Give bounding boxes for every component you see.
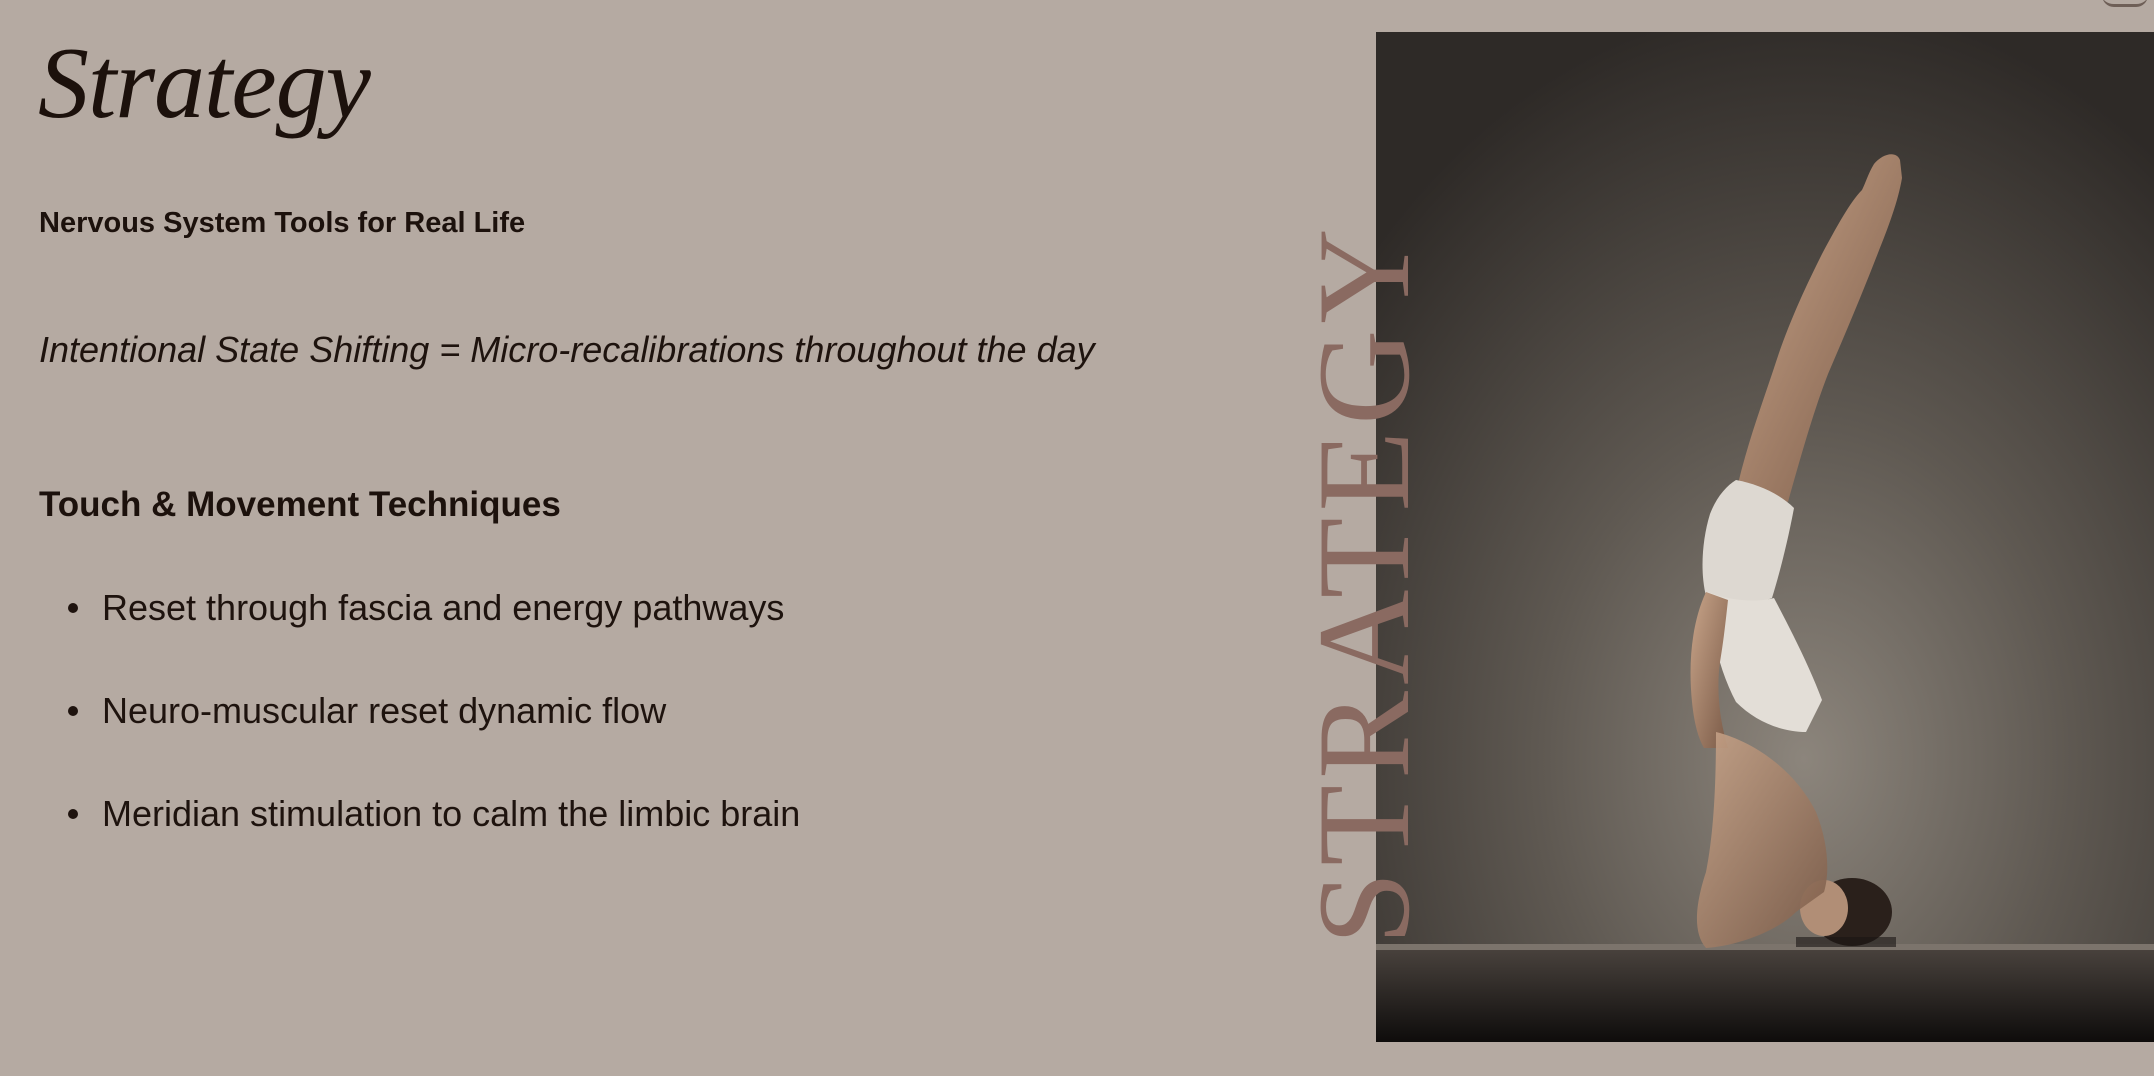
yoga-photo (1376, 32, 2154, 1042)
list-item (68, 689, 800, 733)
yoga-photo-illustration (1376, 32, 2154, 1042)
bullet-list (68, 586, 800, 895)
bullet-dot-icon (68, 809, 78, 819)
tagline: Intentional State Shifting = Micro-recalibrations throughout the day (39, 329, 1095, 370)
bullet-text: Meridian stimulation to calm the limbic brain (102, 793, 801, 834)
section-heading: Touch & Movement Techniques (39, 485, 561, 524)
list-item (68, 792, 800, 836)
bullet-text: Reset through fascia and energy pathways (102, 587, 785, 628)
page-title: Strategy (38, 27, 370, 140)
bullet-text: Neuro-muscular reset dynamic flow (102, 690, 667, 731)
vertical-strategy-word: STRATEGY (1290, 222, 1437, 945)
bullet-dot-icon (68, 603, 78, 613)
list-item (68, 586, 800, 630)
page-subtitle: Nervous System Tools for Real Life (39, 207, 526, 239)
bullet-dot-icon (68, 706, 78, 716)
corner-mark (2102, 0, 2148, 7)
